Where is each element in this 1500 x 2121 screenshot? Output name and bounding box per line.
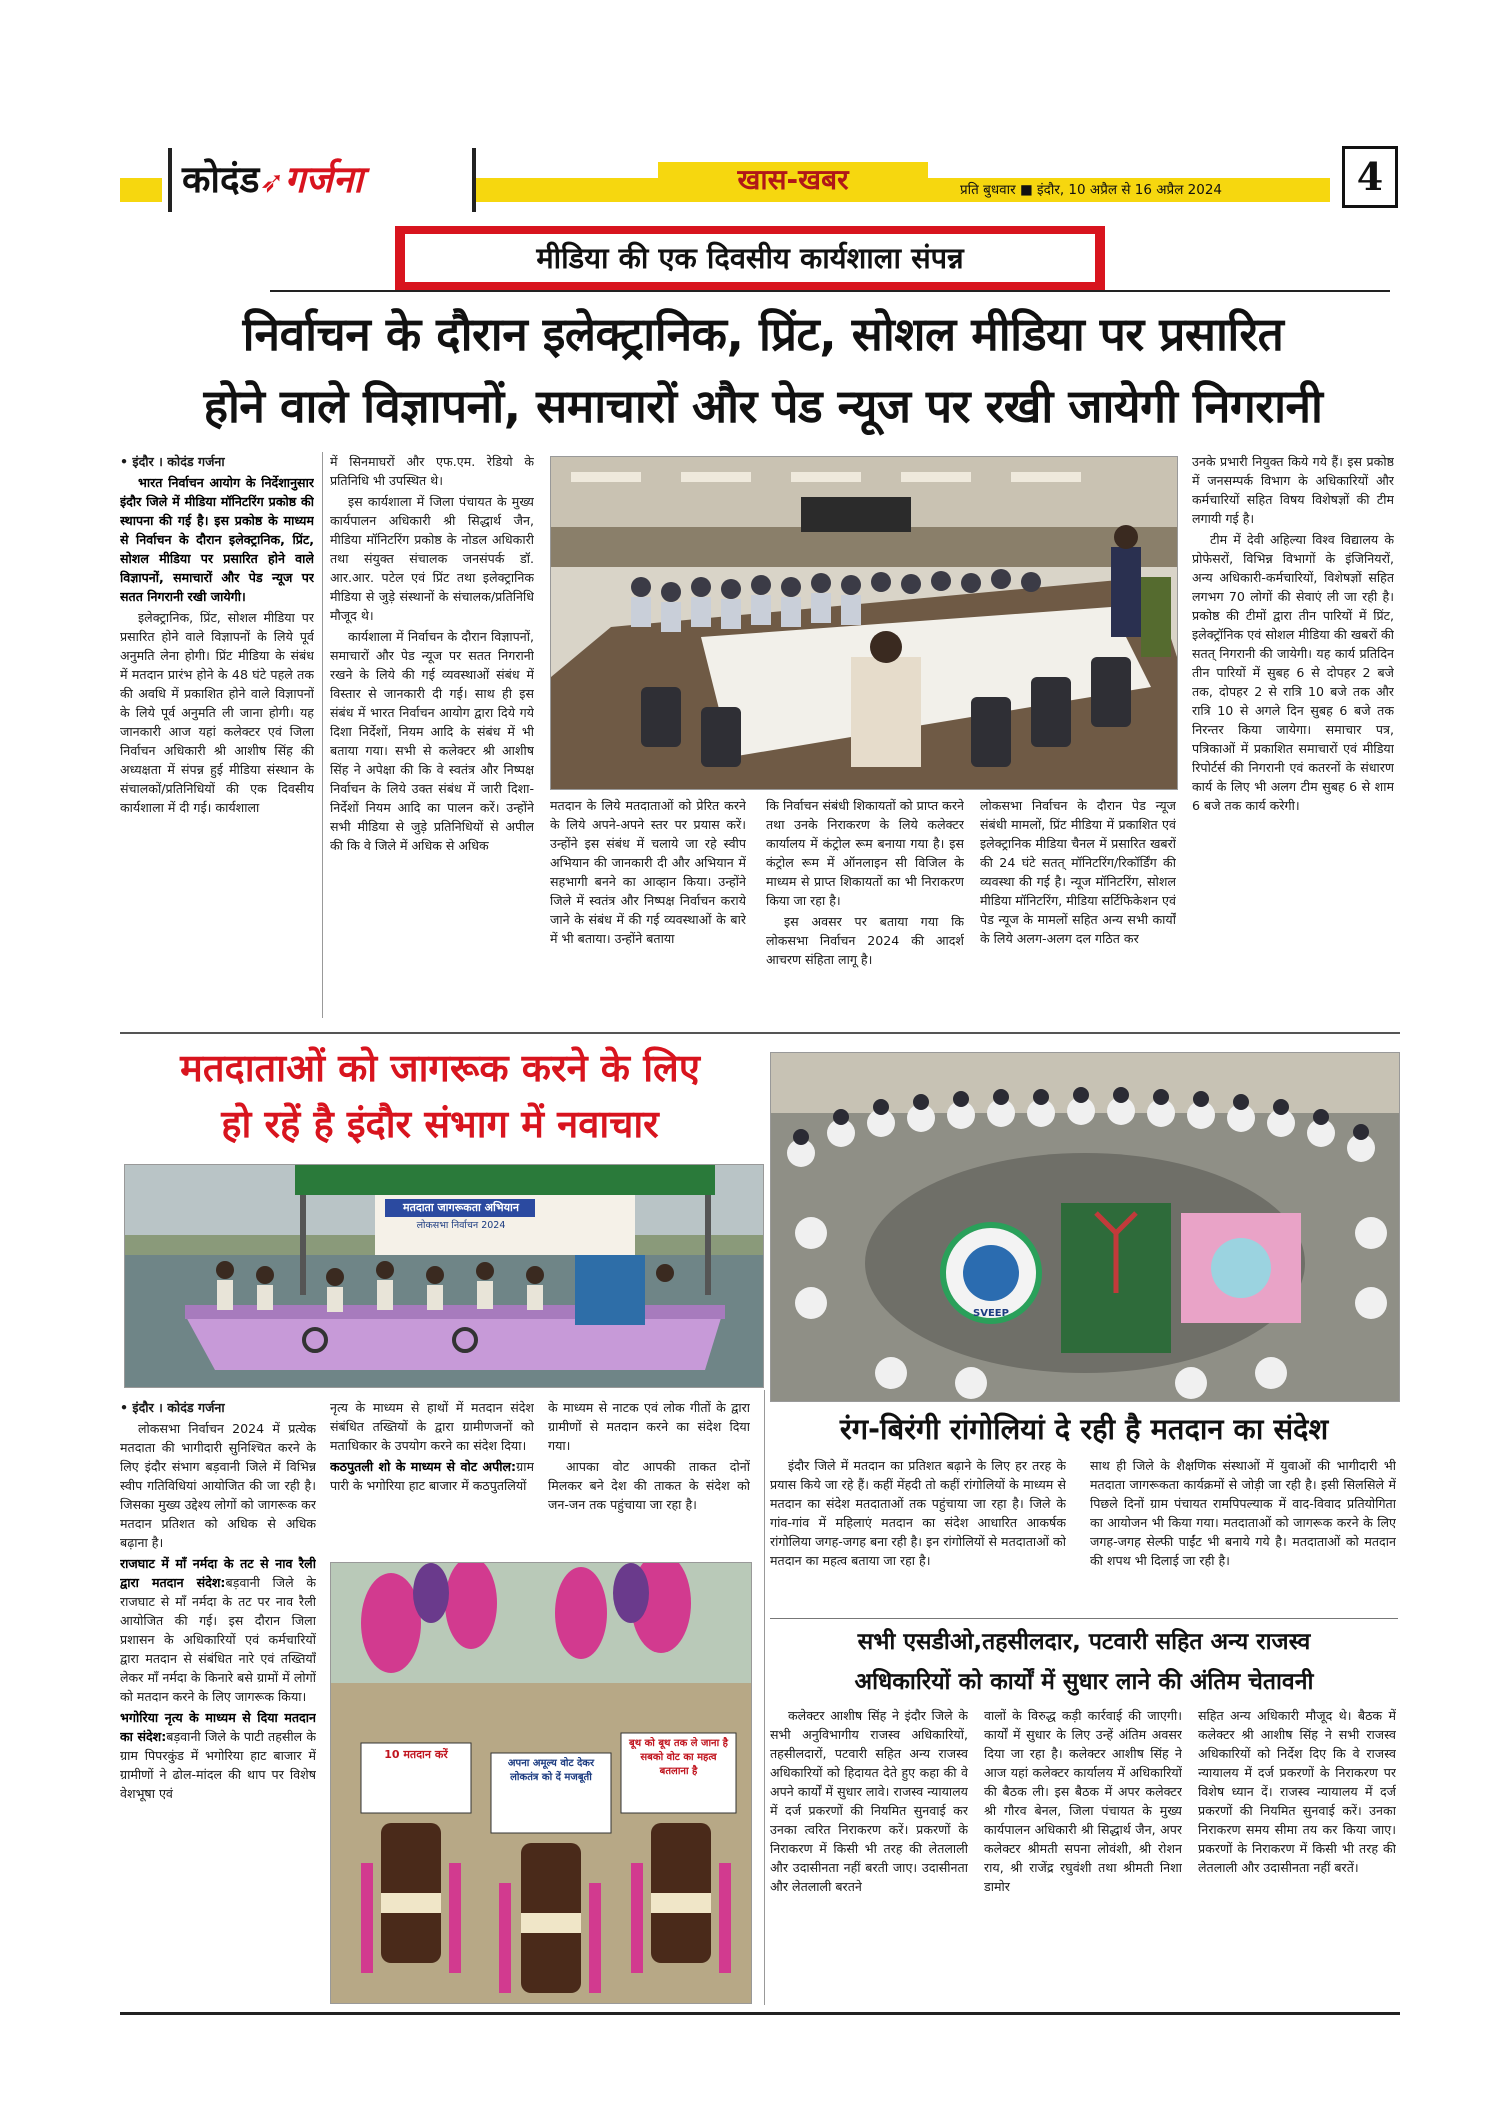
story2-col1-para2: बड़वानी जिले के राजघाट से माँ नर्मदा के तट पर नाव रैली आयोजित की गई। इस दौरान जिला प्रशासन के अधिकारियों एवं कर्मचारियों द्वारा मतदान से संबंधित नारे एवं तख्तियाँ लेकर माँ नर्मदा के किनारे बसे ग्रामों में लोगों को मतदान करने के लिए जागरूक किया। xyxy=(120,1575,316,1704)
boat-banner-subtext: लोकसभा निर्वाचन 2024 xyxy=(416,1220,506,1231)
story1-col6-para1: उनके प्रभारी नियुक्त किये गये हैं। इस प्रकोष्ठ में जनसम्पर्क विभाग के अधिकारियों और कर्मचारियों सहित विषय विशेषज्ञों की टीम लगायी गई है। xyxy=(1192,454,1394,526)
logo-part2: गर्जना xyxy=(284,158,363,201)
story1-column-2 xyxy=(330,452,534,1020)
story2-headline xyxy=(120,1040,760,1156)
story1-col5-para: लोकसभा निर्वाचन के दौरान पेड न्यूज संबंधी मामलों, प्रिंट मीडिया में प्रकाशित एवं इलेक्ट्रानिक मीडिया चैनल में प्रसारित खबरों की 24 घंटे सतत् मॉनिटरिंग/रिकॉर्डिंग की व्यवस्था की गई है। न्यूज मॉनिटरिंग, सोशल मीडिया मॉनिटरिंग, मीडिया सर्टिफिकेशन एवं पेड न्यूज के मामलों सहित अन्य सभी कार्यों के लिये अलग-अलग दल गठित कर xyxy=(980,798,1176,946)
bhagoria-dance-photo xyxy=(330,1562,752,2004)
headline-line2: होने वाले विज्ञापनों, समाचारों और पेड न्यूज पर रखी जायेगी निगरानी xyxy=(203,379,1323,433)
rangoli-crowd-photo xyxy=(770,1052,1400,1402)
story4-col2-para: वालों के विरुद्ध कड़ी कार्रवाई की जाएगी। कार्यों में सुधार के लिए उन्हें अंतिम अवसर दिया जा रहा है। कलेक्टर आशीष सिंह ने आज यहां कलेक्टर कार्यालय में अधिकारियों की बैठक ली। इस बैठक में अपर कलेक्टर श्री गौरव बेनल, जिला पंचायत के मुख्य कार्यपालन अधिकारी श्री सिद्धार्थ जैन, अपर कलेक्टर श्रीमती सपना लोवंशी, श्री रोशन राय, श्री राजेंद्र रघुवंशी तथा श्रीमती निशा डामोर xyxy=(984,1708,1182,1894)
story2-headline-line1: मतदाताओं को जागरूक करने के लिए xyxy=(180,1046,700,1090)
story4-col1-para: कलेक्टर आशीष सिंह ने इंदौर जिले के सभी अनुविभागीय राजस्व अधिकारियों, तहसीलदारों, पटवारी सहित अन्य राजस्व अधिकारियों को हिदायत देते हुए कहा की वे अपने कार्यों में सुधार लावे। राजस्व न्यायालय में दर्ज प्रकरणों की नियमित सुनवाई कर उनका त्वरित निराकरण करें। प्रकरणों के निराकरण में किसी भी तरह की लेतलाली और उदासीनता नहीं बरती जाए। उदासीनता और लेतलाली बरतने xyxy=(770,1708,968,1894)
story1-column-3 xyxy=(550,796,746,1020)
section-divider xyxy=(120,1032,1400,1034)
meeting-photo-drawing xyxy=(551,457,1177,789)
story2-col3-para2: आपका वोट आपकी ताकत दोनों मिलकर बने देश की ताकत के संदेश को जन-जन तक पहुंचाया जा रहा है। xyxy=(548,1459,750,1512)
story1-column-5 xyxy=(980,796,1176,1020)
story2-column-1 xyxy=(120,1398,316,1998)
story3-headline: रंग-बिरंगी रांगोलियां दे रही है मतदान का संदेश xyxy=(839,1412,1329,1446)
story3-col1-para: इंदौर जिले में मतदान का प्रतिशत बढ़ाने के लिए हर तरह के प्रयास किये जा रहे हैं। कहीं मेंहदी तो कहीं रांगोलियों के माध्यम से मतदान का संदेश मतदाताओं तक पहुंचाया जा रहा है। जिले के गांव-गांव में महिलाएं मतदान का संदेश आधारित आकर्षक रांगोलिया जगह-जगह बना रही है। इन रांगोलियों से मतदाताओं को मतदान का महत्व बताया जा रहा है। xyxy=(770,1458,1066,1568)
story2-col1-para1: लोकसभा निर्वाचन 2024 में प्रत्येक मतदाता की भागीदारी सुनिश्चित करने के लिए इंदौर संभाग बड़वानी जिले में विभिन्न स्वीप गतिविधियां आयोजित की जा रही है। जिसका मुख्य उद्देश्य लोगों को जागरूक कर मतदान प्रतिशत को अधिक से अधिक बढ़ाना है। xyxy=(120,1421,316,1550)
story2-subhead-puppet: कठपुतली शो के माध्यम से वोट अपील: xyxy=(330,1459,517,1474)
story2-col3-para1: के माध्यम से नाटक एवं लोक गीतों के द्वारा ग्रामीणों से मतदान करने का संदेश दिया गया। xyxy=(548,1400,750,1453)
rangoli-photo-drawing xyxy=(771,1053,1399,1401)
story1-col4-para2: इस अवसर पर बताया गया कि लोकसभा निर्वाचन 2024 की आदर्श आचरण संहिता लागू है। xyxy=(766,914,964,967)
story2-column-3 xyxy=(548,1398,750,1548)
story2-subhead-rajghat: राजघाट में माँ नर्मदा के तट से नाव रैली द्वारा मतदान संदेश: xyxy=(120,1556,316,1590)
logo-part1: कोदंड xyxy=(182,158,260,201)
story2-column-2 xyxy=(330,1398,534,1548)
story2-byline: • इंदौर । कोदंड गर्जना xyxy=(120,1400,225,1415)
story1-col3-para: मतदान के लिये मतदाताओं को प्रेरित करने के लिये अपने-अपने स्तर पर प्रयास करें। उन्होंने इस संबंध में चलाये जा रहे स्वीप अभियान की जानकारी दी और अभियान में सहभागी बनने का आव्हान किया। उन्होंने जिले में स्वतंत्र और निष्पक्ष निर्वाचन कराये जाने के संबंध में की गई व्यवस्थाओं के बारे में भी बताया। उन्होंने बताया xyxy=(550,798,746,946)
story1-col6-para2: टीम में देवी अहिल्या विश्व विद्यालय के प्रोफेसरों, विभिन्न विभागों के इंजिनियरों, अन्य अधिकारी-कर्मचारियों, विशेषज्ञों सहित लगभग 70 लोगों की सेवाएं ली जा रही है। प्रकोष्ठ की टीमों द्वारा तीन पारियों में प्रिंट, इलेक्ट्रॉनिक एवं सोशल मीडिया की खबरों की सतत् निगरानी की जायेगी। यह कार्य प्रतिदिन तीन पारियों में सुबह 6 से दोपहर 2 बजे तक, दोपहर 2 से रात्रि 10 बजे तक और रात्रि 10 से अगले दिन सुबह 6 बजे तक निरन्तर किया जायेगा। समाचार पत्र, पत्रिकाओं में प्रकाशित समाचारों एवं मीडिया रिपोर्टर्स की निगरानी एवं कतरनों के संधारण कार्य के लिए भी अलग टीम सुबह 6 से शाम 6 बजे तक कार्य करेगी। xyxy=(1192,532,1394,813)
story2-headline-line2: हो रहें है इंदौर संभाग में नवाचार xyxy=(221,1102,659,1146)
story1-column-6 xyxy=(1192,452,1394,1032)
story2-col2-para2: ग्राम पारी के भगोरिया हाट बाजार में कठपुतलियों xyxy=(330,1459,534,1493)
story4-column-2 xyxy=(984,1706,1182,2004)
placard-2-text: अपना अमूल्य वोट देकर लोकतंत्र को दें मजबूती xyxy=(507,1758,595,1783)
page-number: 4 xyxy=(1356,154,1384,199)
main-headline xyxy=(118,298,1408,444)
story2-col1-block2 xyxy=(120,1554,316,1706)
story1-byline: • इंदौर । कोदंड गर्जना xyxy=(120,454,225,469)
dateline: प्रति बुधवार ■ इंदौर, 10 अप्रैल से 16 अप्रैल 2024 xyxy=(960,182,1223,198)
kicker-text: मीडिया की एक दिवसीय कार्यशाला संपन्न xyxy=(536,241,964,275)
boat-rally-photo xyxy=(124,1164,764,1388)
meeting-hall-photo xyxy=(550,456,1178,790)
story2-col1-block3 xyxy=(120,1708,316,1803)
story1-col2-para3: कार्यशाला में निर्वाचन के दौरान विज्ञापनों, समाचारों और पेड न्यूज पर सतत निगरानी रखने के लिये की गई व्यवस्थाओं संबंध में विस्तार से जानकारी दी गई। साथ ही इस संबंध में भारत निर्वाचन आयोग द्वारा दिये गये दिशा निर्देशों, नियम आदि के संबंध में भी बताया गया। सभी से कलेक्टर श्री आशीष सिंह ने अपेक्षा की कि वे स्वतंत्र और निष्पक्ष निर्वाचन के लिये उक्त संबंध में जारी दिशा-निर्देशों नियम आदि का पालन करें। उन्होंने सभी मीडिया से जुड़े प्रतिनिधियों से अपील की कि वे जिले में अधिक से अधिक xyxy=(330,629,534,853)
page-bottom-rule xyxy=(120,2012,1400,2015)
logo-right-bar xyxy=(472,148,476,212)
story4-headline-line2: अधिकारियों को कार्यों में सुधार लाने की अंतिम चेतावनी xyxy=(854,1669,1314,1695)
story2-col2-para1: नृत्य के माध्यम से हाथों में मतदान संदेश संबंधित तख्तियों के द्वारा ग्रामीणजनों को मताधिकार के उपयोग करने का संदेश दिया। xyxy=(330,1400,534,1453)
story1-intro: भारत निर्वाचन आयोग के निर्देशानुसार इंदौर जिले में मीडिया मॉनिटरिंग प्रकोष्ठ की स्थापना की गई है। इस प्रकोष्ठ के माध्यम से निर्वाचन के दौरान इलेक्ट्रानिक, प्रिंट, सोशल मीडिया पर प्रसारित होने वाले विज्ञापनों, समाचारों और पेड न्यूज पर सतत निगरानी रखी जायेगी। xyxy=(120,475,314,604)
story4-column-3 xyxy=(1198,1706,1396,2004)
story1-col4-para1: कि निर्वाचन संबंधी शिकायतों को प्राप्त करने तथा उनके निराकरण के लिये कलेक्टर कार्यालय में कंट्रोल रूम बनाया गया है। इस कंट्रोल रूम में ऑनलाइन सी विजिल के माध्यम से प्राप्त शिकायतों का भी निराकरण किया जा रहा है। xyxy=(766,798,964,908)
page-number-box xyxy=(1342,146,1398,208)
placard-1-text: 10 मतदान करें xyxy=(384,1748,448,1761)
headline-line1: निर्वाचन के दौरान इलेक्ट्रानिक, प्रिंट, सोशल मीडिया पर प्रसारित xyxy=(242,307,1284,361)
story1-column-4 xyxy=(766,796,964,1020)
story2-subhead-bhagoria: भगोरिया नृत्य के माध्यम से दिया मतदान का संदेश: xyxy=(120,1710,316,1744)
story3-col2-para: साथ ही जिले के शैक्षणिक संस्थाओं में युवाओं की भागीदारी भी मतदाता जागरूकता कार्यक्रमों से जोड़ी जा रही है। इसी सिलसिले में पिछले दिनों ग्राम पंचायत रामपिपल्याक में वाद-विवाद प्रतियोगिता का आयोजन भी किया गया। मतदाताओं को जागरूक करने के लिए जगह-जगह सेल्फी पाईंट भी बनाये गये है। मतदाताओं को मतदान की शपथ भी दिलाई जा रही है। xyxy=(1090,1458,1396,1568)
story4-column-1 xyxy=(770,1706,968,2004)
story1-col2-para2: इस कार्यशाला में जिला पंचायत के मुख्य कार्यपालन अधिकारी श्री सिद्धार्थ जैन, मीडिया मॉनिटरिंग प्रकोष्ठ के नोडल अधिकारी तथा संयुक्त संचालक जनसंपर्क डॉ. आर.आर. पटेल एवं प्रिंट तथा इलेक्ट्रानिक मीडिया से जुड़े संस्थानों के संचालक/प्रतिनिधि मौजूद थे। xyxy=(330,494,534,623)
story2-col1-para3: बड़वानी जिले के पाटी तहसील के ग्राम पिपरकुंड में भगोरिया हाट बाजार में ग्रामीणों ने ढोल-मांदल की थाप पर विशेष वेशभूषा एवं xyxy=(120,1729,316,1801)
story1-column-1 xyxy=(120,452,314,1020)
logo xyxy=(182,150,472,210)
boat-banner-text: मतदाता जागरूकता अभियान xyxy=(403,1201,519,1214)
logo-bow-icon: ➶ xyxy=(259,165,285,200)
placard-3-text: बूथ को बूथ तक ले जाना है सबको वोट का महत्व बतलाना है xyxy=(629,1738,728,1777)
story3-column-2 xyxy=(1090,1456,1396,1616)
story1-col1-para: इलेक्ट्रानिक, प्रिंट, सोशल मीडिया पर प्रसारित होने वाले विज्ञापनों के लिये पूर्व अनुमति लेना होगी। प्रिंट मीडिया के संबंध में मतदान प्रारंभ होने के 48 घंटे पहले तक की अवधि में प्रकाशित होने वाले विज्ञापनों के लिये पूर्व अनुमति ली जाना होगी। यह जानकारी आज यहां कलेक्टर एवं जिला निर्वाचन अधिकारी श्री आशीष सिंह की अध्यक्षता में संपन्न हुई मीडिया संस्थान के संचालकों/प्रतिनिधियों की एक दिवसीय कार्यशाला में दी गई। कार्यशाला xyxy=(120,610,314,815)
story4-headline xyxy=(770,1622,1398,1704)
story1-col2-para1: में सिनमाघरों और एफ.एम. रेडियो के प्रतिनिधि भी उपस्थित थे। xyxy=(330,454,534,488)
rangoli-label: SVEEP xyxy=(973,1308,1009,1319)
story3-column-1 xyxy=(770,1456,1066,1616)
story4-headline-line1: सभी एसडीओ,तहसीलदार, पटवारी सहित अन्य राजस्व xyxy=(857,1629,1311,1655)
column-divider xyxy=(322,452,323,1018)
kicker-underline xyxy=(270,290,1390,292)
story4-col3-para: सहित अन्य अधिकारी मौजूद थे। बैठक में कलेक्टर श्री आशीष सिंह ने सभी राजस्व अधिकारियों को निर्देश दिए कि वे राजस्व न्यायालय में दर्ज प्रकरणों के निराकरण पर विशेष ध्यान दें। राजस्व न्यायालय में दर्ज प्रकरणों की नियमित सुनवाई करें। उनका निराकरण समय सीमा तय कर किया जाए। प्रकरणों के निराकरण में किसी भी तरह की लेतलाली और उदासीनता नहीं बरतें। xyxy=(1198,1708,1396,1875)
kicker-banner xyxy=(395,226,1105,290)
logo-left-bar xyxy=(168,148,172,212)
masthead xyxy=(120,140,1400,220)
vertical-section-divider xyxy=(764,1390,765,2005)
section-label: खास-खबर xyxy=(737,163,849,196)
story2-col2-block2 xyxy=(330,1457,534,1495)
story4-top-rule xyxy=(770,1618,1398,1619)
